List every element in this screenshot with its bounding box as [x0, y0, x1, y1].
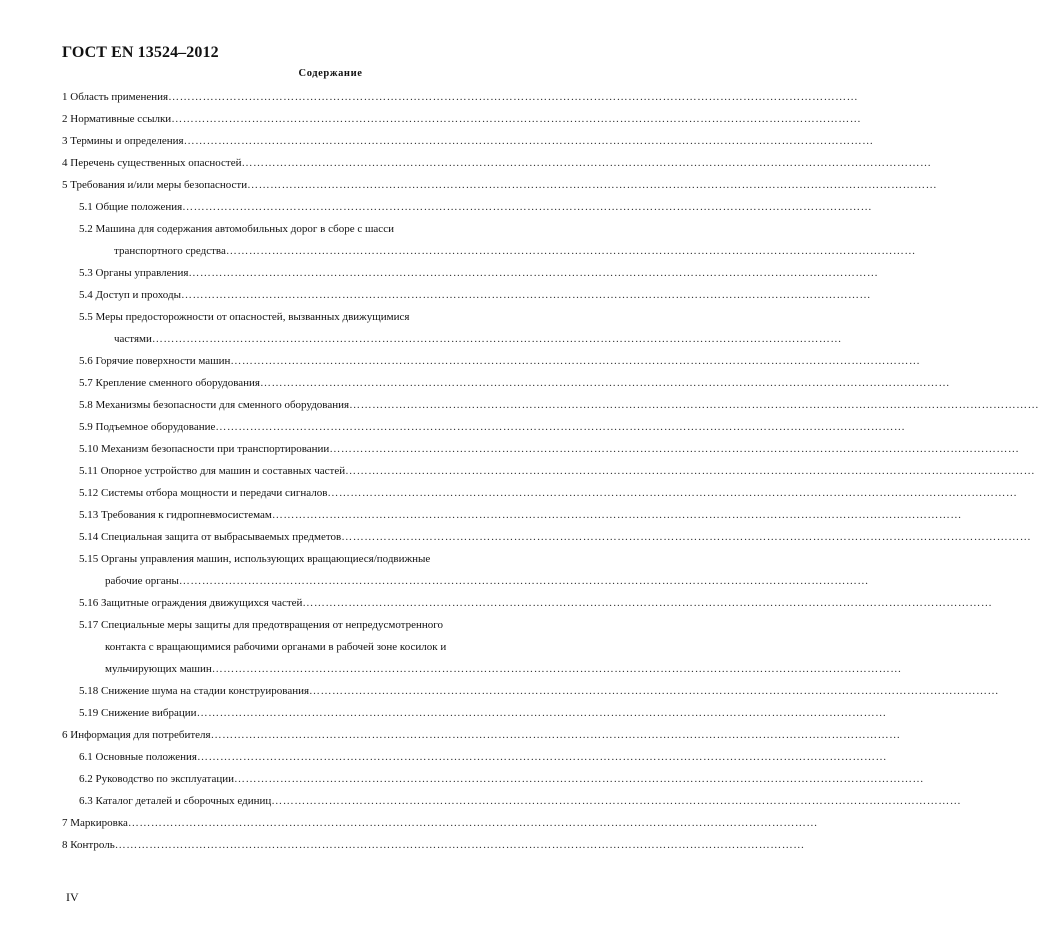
- toc-entry: [79, 221, 597, 237]
- toc-entry-label: 1 Область применения: [62, 91, 169, 103]
- toc-leader: ………………………………………………………………………………………………………………………………………………………………: [211, 663, 902, 675]
- toc-leader: ………………………………………………………………………………………………………………………………………………………………: [349, 399, 1039, 411]
- toc-entry: [79, 529, 1032, 545]
- toc-entry: [62, 815, 818, 831]
- toc-entry-label: 2 Нормативные ссылки: [62, 113, 172, 125]
- toc-leader: ………………………………………………………………………………………………………………………………………………………………: [241, 157, 932, 169]
- toc-leader: ………………………………………………………………………………………………………………………………………………………………: [180, 289, 871, 301]
- toc-title: Содержание: [298, 68, 363, 79]
- toc-entry: [79, 705, 887, 721]
- toc-entry: [79, 441, 1020, 457]
- toc-leader: ………………………………………………………………………………………………………………………………………………………………: [327, 487, 1018, 499]
- toc-entry: [114, 331, 842, 347]
- toc-leader: ………………………………………………………………………………………………………………………………………………………………: [345, 465, 1036, 477]
- toc-leader: ………………………………………………………………………………………………………………………………………………………………: [168, 91, 859, 103]
- toc-leader: ………………………………………………………………………………………………………………………………………………………………: [151, 333, 842, 345]
- toc-leader: ………………………………………………………………………………………………………………………………………………………………: [230, 355, 921, 367]
- toc-leader: ………………………………………………………………………………………………………………………………………………………………: [233, 773, 924, 785]
- toc-entry: [79, 551, 597, 567]
- toc-entry-label: 5.4 Доступ и проходы: [79, 289, 181, 301]
- toc-entry: [79, 749, 887, 765]
- toc-entry: [79, 595, 993, 611]
- toc-entry-label: 5.2 Машина для содержания автомобильных дорог в сборе с шасси: [79, 223, 394, 235]
- toc-entry-label: 5.3 Органы управления: [79, 267, 189, 279]
- toc-entry-label: 5.9 Подъемное оборудование: [79, 421, 216, 433]
- toc-entry: [62, 155, 932, 171]
- toc-leader: ………………………………………………………………………………………………………………………………………………………………: [247, 179, 938, 191]
- toc-leader: ………………………………………………………………………………………………………………………………………………………………: [341, 531, 1032, 543]
- toc-entry: [62, 177, 938, 193]
- toc-entry-label: 5 Требования и/или меры безопасности: [62, 179, 248, 191]
- doc-code: ГОСТ EN 13524–2012: [62, 44, 219, 61]
- toc-entry: [79, 397, 1039, 413]
- toc-entry-label: 5.17 Специальные меры защиты для предотвращения от непредусмотренного: [79, 619, 444, 631]
- toc-leader: ………………………………………………………………………………………………………………………………………………………………: [171, 113, 862, 125]
- toc-leader: ………………………………………………………………………………………………………………………………………………………………: [127, 817, 818, 829]
- toc-entry-label: 5.1 Общие положения: [79, 201, 183, 213]
- toc-entry-label: 6.2 Руководство по эксплуатации: [79, 773, 234, 785]
- page-number: IV: [66, 890, 79, 904]
- toc-entry: [79, 683, 1000, 699]
- toc-entry: [62, 89, 859, 105]
- toc-entry-label: 6.3 Каталог деталей и сборочных единиц: [79, 795, 272, 807]
- toc-entry-label: 5.12 Системы отбора мощности и передачи сигналов: [79, 487, 328, 499]
- toc-entry-label: рабочие органы: [105, 575, 179, 587]
- toc-entry-label: 5.8 Механизмы безопасности для сменного оборудования: [79, 399, 350, 411]
- toc-entry-label: 5.19 Снижение вибрации: [79, 707, 197, 719]
- toc-entry: [105, 573, 869, 589]
- toc-leader: ………………………………………………………………………………………………………………………………………………………………: [302, 597, 993, 609]
- toc-entry-label: 6 Информация для потребителя: [62, 729, 211, 741]
- toc-leader: ………………………………………………………………………………………………………………………………………………………………: [329, 443, 1020, 455]
- toc-entry: [114, 243, 916, 259]
- toc-entry: [105, 661, 902, 677]
- toc-entry: [79, 375, 950, 391]
- toc-entry-label: 5.10 Механизм безопасности при транспортировании: [79, 443, 330, 455]
- toc-entry-label: 5.11 Опорное устройство для машин и составных частей: [79, 465, 346, 477]
- toc-entry-label: 5.14 Специальная защита от выбрасываемых предметов: [79, 531, 342, 543]
- toc-leader: ………………………………………………………………………………………………………………………………………………………………: [260, 377, 950, 389]
- toc-leader: ………………………………………………………………………………………………………………………………………………………………: [188, 267, 879, 279]
- toc-leader: ………………………………………………………………………………………………………………………………………………………………: [183, 135, 874, 147]
- toc-entry: [79, 463, 1036, 479]
- toc-entry: [105, 639, 597, 655]
- toc-leader: ………………………………………………………………………………………………………………………………………………………………: [210, 729, 901, 741]
- toc-entry: [79, 287, 871, 303]
- toc-entry-label: 5.7 Крепление сменного оборудования: [79, 377, 260, 389]
- toc-entry: [79, 353, 921, 369]
- toc-entry: [79, 771, 924, 787]
- toc-entry: [62, 111, 862, 127]
- toc-leader: ………………………………………………………………………………………………………………………………………………………………: [178, 575, 869, 587]
- toc-entry: [79, 419, 906, 435]
- toc-entry: [62, 727, 901, 743]
- toc-entry-label: транспортного средства: [114, 245, 226, 257]
- toc-leader: ………………………………………………………………………………………………………………………………………………………………: [182, 201, 873, 213]
- toc-entry: [79, 309, 597, 325]
- toc-entry-label: 3 Термины и определения: [62, 135, 184, 147]
- toc-leader: ………………………………………………………………………………………………………………………………………………………………: [196, 751, 887, 763]
- toc-entry-label: 5.16 Защитные ограждения движущихся частей: [79, 597, 303, 609]
- toc-entry-label: частями: [114, 333, 152, 345]
- toc-entry-label: контакта с вращающимися рабочими органами в рабочей зоне косилок и: [105, 641, 447, 653]
- toc-leader: ………………………………………………………………………………………………………………………………………………………………: [196, 707, 887, 719]
- toc-entry: [79, 507, 962, 523]
- toc-entry-label: 5.15 Органы управления машин, использующих вращающиеся/подвижные: [79, 553, 431, 565]
- toc-entry-label: 8 Контроль: [62, 839, 115, 851]
- toc-entry: [79, 617, 597, 633]
- toc-leader: ………………………………………………………………………………………………………………………………………………………………: [114, 839, 805, 851]
- toc-leader: ………………………………………………………………………………………………………………………………………………………………: [225, 245, 916, 257]
- toc-entry: [79, 793, 962, 809]
- toc-entry-label: 5.13 Требования к гидропневмосистемам: [79, 509, 272, 521]
- toc-entry: [79, 199, 873, 215]
- toc-entry: [79, 265, 879, 281]
- toc-entry: [62, 133, 874, 149]
- toc-entry-label: 5.6 Горячие поверхности машин: [79, 355, 231, 367]
- toc-entry: [62, 837, 805, 853]
- toc-leader: ………………………………………………………………………………………………………………………………………………………………: [271, 795, 962, 807]
- toc-entry: [79, 485, 1018, 501]
- toc-entry-label: 5.5 Меры предосторожности от опасностей, вызванных движущимися: [79, 311, 410, 323]
- toc-leader: ………………………………………………………………………………………………………………………………………………………………: [215, 421, 906, 433]
- toc-entry-label: 4 Перечень существенных опасностей: [62, 157, 242, 169]
- toc-entry-label: мульчирующих машин: [105, 663, 212, 675]
- toc-entry-label: 5.18 Снижение шума на стадии конструирования: [79, 685, 310, 697]
- toc-entry-label: 7 Маркировка: [62, 817, 128, 829]
- toc-entry-label: 6.1 Основные положения: [79, 751, 197, 763]
- toc-leader: ………………………………………………………………………………………………………………………………………………………………: [271, 509, 962, 521]
- toc-leader: ………………………………………………………………………………………………………………………………………………………………: [309, 685, 1000, 697]
